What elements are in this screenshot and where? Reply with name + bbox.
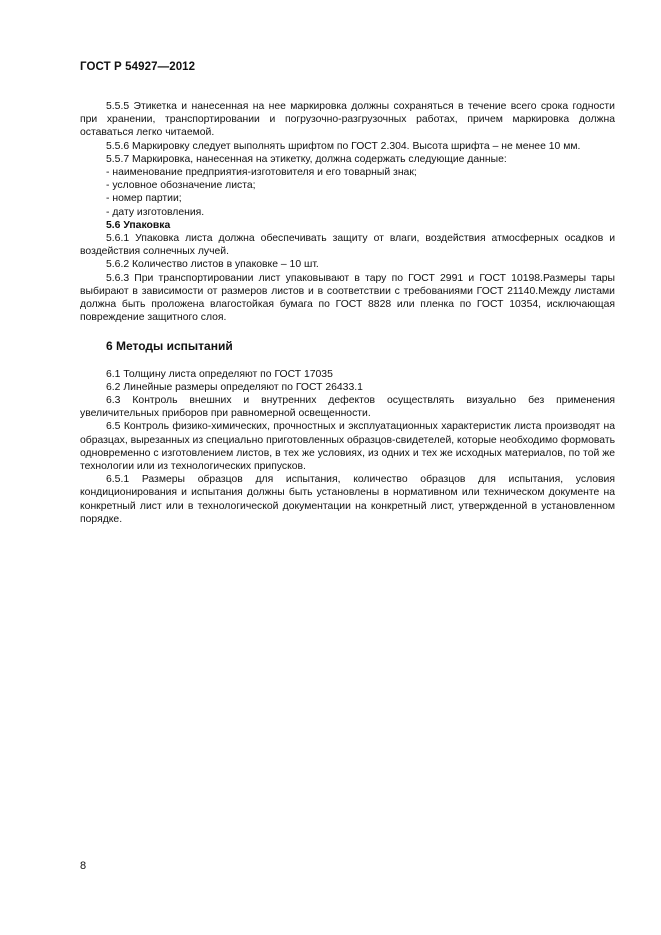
paragraph-6-1: 6.1 Толщину листа определяют по ГОСТ 17035 [106,368,333,380]
paragraph-5-5-6: 5.5.6 Маркировку следует выполнять шрифтом по ГОСТ 2.304. Высота шрифта – не менее 10 мм. [106,140,581,152]
paragraph-5-6-2: 5.6.2 Количество листов в упаковке – 10 шт. [106,259,319,271]
paragraph-6-2: 6.2 Линейные размеры определяют по ГОСТ 26433.1 [106,381,363,393]
paragraph-5-6-3: 5.6.3 При транспортировании лист упаковывают в тару по ГОСТ 2991 и ГОСТ 10198.Размеры тары выбирают в зависимости от размеров листов и в соответствии с требованиями ГОСТ 21140.Между листами должна быть проложена влагостойкая бумага по ГОСТ 8828 или пленка по ГОСТ 10354, исключающая повреждение защитного слоя. [80,272,615,324]
paragraph-5-6-1: 5.6.1 Упаковка листа должна обеспечивать защиту от влаги, воздействия атмосферных осадков и воздействия солнечных лучей. [80,233,615,258]
section-heading-6: 6 Методы испытаний [106,339,233,354]
paragraph-6-5-1: 6.5.1 Размеры образцов для испытания, количество образцов для испытания, условия кондиционирования и испытания должны быть установлены в нормативном или техническом документе на конкретный лист или в технологической документации на конкретный лист, утвержденной в установленном порядке. [80,474,615,525]
page-number: 8 [80,860,87,872]
list-item: - условное обозначение листа; [106,180,256,192]
paragraph-6-3: 6.3 Контроль внешних и внутренних дефектов осуществлять визуально без применения увеличительных приборов при равномерной освещенности. [80,395,615,420]
list-item: - номер партии; [106,193,182,205]
document-header: ГОСТ Р 54927—2012 [80,61,196,73]
subsection-heading-5-6: 5.6 Упаковка [106,219,171,231]
document-body [80,100,615,526]
paragraph-6-5: 6.5 Контроль физико-химических, прочностных и эксплуатационных характеристик листа производят на образцах, вырезанных из специально приготовленных образцов-свидетелей, которые необходимо формовать одновременно с изготовлением листов, в тех же условиях, из одних и тех же исходных материалов, по той же технологии или из технологических припусков. [80,421,615,473]
list-item: - наименование предприятия-изготовителя и его товарный знак; [106,167,417,179]
paragraph-5-5-7: 5.5.7 Маркировка, нанесенная на этикетку, должна содержать следующие данные: [106,153,507,165]
list-item: - дату изготовления. [106,206,205,218]
paragraph-5-5-5: 5.5.5 Этикетка и нанесенная на нее маркировка должны сохраняться в течение всего срока годности при хранении, транспортировании и погрузочно-разгрузочных работах, причем маркировка должна оставаться легко читаемой. [80,101,615,139]
